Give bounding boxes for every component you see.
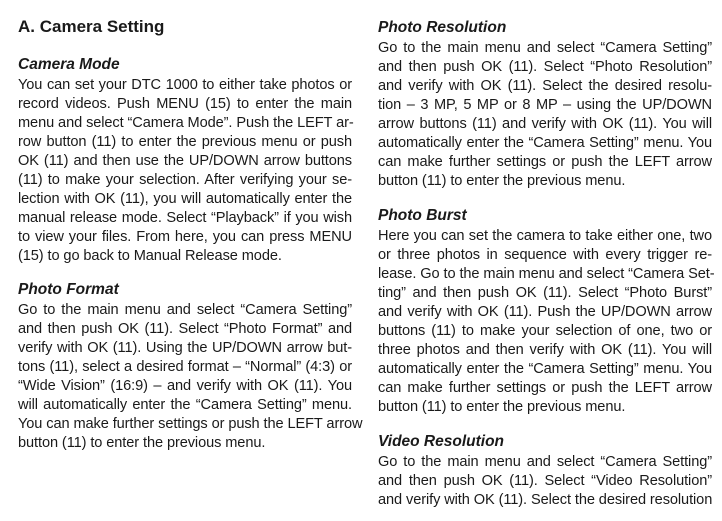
text-line: You can set your DTC 1000 to either take photos or: [18, 77, 352, 93]
text-line: (15) to go back to Manual Release mode.: [18, 248, 282, 264]
text-line: You can make further settings or push the LEFT arrow: [18, 416, 363, 432]
text-line: and verify with OK (11). Push the UP/DOWN arrow: [378, 304, 712, 320]
text-line: button (11) to enter the previous menu.: [378, 173, 626, 189]
text-line: Go to the main menu and select “Camera Setting”: [378, 454, 712, 470]
text-line: automatically enter the “Camera Setting” menu. You: [378, 135, 712, 151]
text-line: or three photos in sequence with every trigger re-: [378, 247, 712, 263]
text-line: Here you can set the camera to take either one, two: [378, 228, 712, 244]
text-line: can make further settings or push the LEFT arrow: [378, 380, 712, 396]
text-line: buttons (11) to make your selection of one, two or: [378, 323, 712, 339]
text-line: arrow buttons (11) and verify with OK (11). You will: [378, 116, 712, 132]
text-line: and then push OK (11). Select “Photo Resolution”: [378, 59, 712, 75]
photo-format-heading: Photo Format: [18, 281, 119, 298]
text-line: manual release mode. Select “Playback” if you wish: [18, 210, 352, 226]
text-line: will automatically enter the “Camera Setting” menu.: [18, 397, 352, 413]
text-line: three photos and then verify with OK (11). You will: [378, 342, 712, 358]
text-line: ting” and then push OK (11). Select “Photo Burst”: [378, 285, 712, 301]
video-resolution-heading: Video Resolution: [378, 433, 505, 450]
text-line: tion – 3 MP, 5 MP or 8 MP – using the UP/DOWN: [378, 97, 712, 113]
camera-mode-heading: Camera Mode: [18, 56, 120, 73]
text-line: menu and select “Camera Mode”. Push the LEFT ar-: [18, 115, 354, 131]
photo-burst-heading: Photo Burst: [378, 207, 467, 224]
text-line: lection with OK (11), you will automatically enter the: [18, 191, 352, 207]
text-line: and verify with OK (11). Select the desired resolu-: [378, 78, 712, 94]
photo-resolution-heading: Photo Resolution: [378, 19, 507, 36]
text-line: button (11) to enter the previous menu.: [18, 435, 266, 451]
text-line: (11) to make your selection. After verifying your se-: [18, 172, 352, 188]
text-line: and then push OK (11). Select “Photo Format” and: [18, 321, 352, 337]
text-line: Go to the main menu and select “Camera Setting”: [18, 302, 352, 318]
text-line: to view your files. From here, you can press MENU: [18, 229, 352, 245]
text-line: button (11) to enter the previous menu.: [378, 399, 626, 415]
text-line: verify with OK (11). Using the UP/DOWN arrow but-: [18, 340, 352, 356]
text-line: row button (11) to enter the previous menu or push: [18, 134, 352, 150]
text-line: automatically enter the “Camera Setting” menu. You: [378, 361, 712, 377]
text-line: Go to the main menu and select “Camera Setting”: [378, 40, 712, 56]
text-line: and then push OK (11). Select “Video Resolution”: [378, 473, 712, 489]
section-title: A. Camera Setting: [18, 17, 165, 36]
text-line: can make further settings or push the LEFT arrow: [378, 154, 712, 170]
text-line: lease. Go to the main menu and select “Camera Set-: [378, 266, 715, 282]
text-line: “Wide Vision” (16:9) – and verify with OK (11). You: [18, 378, 352, 394]
text-line: and verify with OK (11). Select the desired resolution: [378, 492, 713, 508]
text-line: OK (11) and then use the UP/DOWN arrow buttons: [18, 153, 352, 169]
text-line: tons (11), select a desired format – “Normal” (4:3) or: [18, 359, 352, 375]
text-line: record videos. Push MENU (15) to enter the main: [18, 96, 352, 112]
